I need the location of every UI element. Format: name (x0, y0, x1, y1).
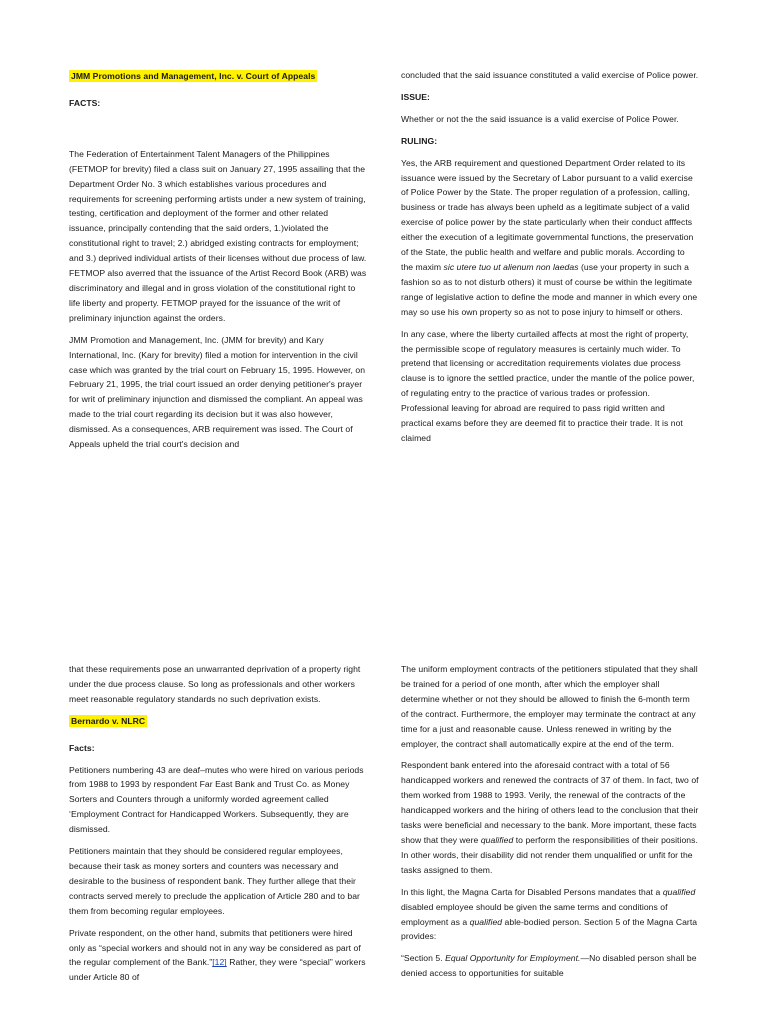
page-2-right-column (401, 662, 699, 988)
bernardo-paragraph-contracts: The uniform employment contracts of the petitioners stipulated that they shall be trained for a period of one month, after which the employer shall determine whether or not they should be allowed to finish the 6-month term of the contract. Furthermore, the employer may terminate the contract at any time for a just and reasonable cause. Unless renewed in writing by the employer, the contract shall automatically expire at the end of the term. (401, 664, 698, 749)
ruling-paragraph: Yes, the ARB requirement and questioned Department Order related to its issuance were issued by the Secretary of Labor pursuant to a valid exercise of Police Power by the State. The proper regulation of a profession, calling, business or trade has always been upheld as a legitimate subject of a valid exercise of police power by the state particularly when their conduct afffects either the execution of a legitimate governmental functions, the preservation of the State, the public health and welfare and public morals. According to the maxim sic utere tuo ut alienum non laedas (use your property in such a fashion so as to not disturb others) it must of course be within the legitimate range of legislative action to define the mode and manner in which every one may so use his own property so as not to pose injury to himself or others. (401, 157, 698, 317)
ruling-heading: RULING: (401, 135, 438, 146)
page-1-left-column (69, 69, 367, 459)
issue-heading: ISSUE: (401, 91, 430, 102)
issue-paragraph: Whether or not the the said issuance is a valid exercise of Police Power. (401, 113, 679, 124)
page-1-right-column (401, 68, 699, 453)
facts-paragraph-1: The Federation of Entertainment Talent Managers of the Philippines (FETMOP for brevity) filed a class suit on January 27, 1995 assailing that the Department Order No. 3 which establishes various procedures and requirements for screening performing artists under a new system of training, testing, certification and deployment of the former and other related issuance, principally contending that the said orders, 1.)violated the constitutional right to travel; 2.) abridged existing contracts for employment; and 3.) deprived individual artists of their licenses without due process of law. FETMOP also averred that the issuance of the Artist Record Book (ARB) was discriminatory and illegal and in gross violation of the constitutional right to life liberty and property. FETMOP prayed for the issuance of the writ of preliminary injunction against the orders. (69, 148, 367, 323)
facts-paragraph-2: JMM Promotion and Management, Inc. (JMM for brevity) and Kary International, Inc. (Kary for brevity) filed a motion for intervention in the civil case which was granted by the trial court on February 15, 1995. However, on February 21, 1995, the trial court issued an order denying petitioner's prayer for writ of preliminary injunction and dismissed the compliant. An appeal was made to the trial court regarding its decision but it was also however, dismissed. As a consequences, ARB requirement was issed. The Court of Appeals upheld the trial court's decision and (69, 334, 366, 450)
ruling-continuation: that these requirements pose an unwarranted deprivation of a property right under the due process clause. So long as professionals and other workers meet reasonable regulatory standards no such deprivation exists. (69, 664, 361, 704)
magna-carta-quote: “Section 5. Equal Opportunity for Employment.—No disabled person shall be denied access to opportunities for suitable (401, 953, 697, 979)
ruling-paragraph-2: In any case, where the liberty curtailed affects at most the right of property, the permissible scope of regulatory measures is certainly much wider. To pretend that licensing or accreditation requirements violates due process clause is to ignore the settled practice, under the mantle of the police power, of regulating entry to the practice of various trades or profession. Professional leaving for abroad are required to pass rigid written and practical exams before they are deemed fit to practice their trade. It is not claimed (401, 328, 695, 443)
facts-continuation: concluded that the said issuance constituted a valid exercise of Police power. (401, 70, 699, 80)
latin-maxim: sic utere tuo ut alienum non laedas (443, 261, 579, 272)
page-2-left-column (69, 662, 367, 992)
facts-heading: FACTS: (69, 97, 101, 108)
bernardo-paragraph-magna-carta: In this light, the Magna Carta for Disabled Persons mandates that a qualified disabled employee should be given the same terms and conditions of employment as a qualified able-bodied person. Section 5 of the Magna Carta provides: (401, 886, 698, 942)
bernardo-facts-paragraph-1: Petitioners numbering 43 are deaf–mutes who were hired on various periods from 1988 to 1993 by respondent Far East Bank and Trust Co. as Money Sorters and Counters through a uniformly worded agreement called ‘Employment Contract for Handicapped Workers. Subsequently, they are dismissed. (69, 764, 364, 835)
footnote-link-12[interactable]: [12] (212, 957, 227, 968)
bernardo-facts-paragraph-3: Private respondent, on the other hand, submits that petitioners were hired only as “special workers and should not in any way be considered as part of the regular complement of the Bank.”[12] Rather, they were “special” workers under Article 80 of (69, 927, 366, 983)
bernardo-paragraph-renewal: Respondent bank entered into the aforesaid contract with a total of 56 handicapped workers and renewed the contracts of 37 of them. In fact, two of them worked from 1988 to 1993. Verily, the renewal of the contracts of the handicapped workers and the hiring of others lead to the conclusion that their tasks were beneficial and necessary to the bank. More important, these facts show that they were qualified to perform the responsibilities of their positions. In other words, their disability did not render them unqualified or unfit for the tasks assigned to them. (401, 760, 699, 875)
case-title-bernardo: Bernardo v. NLRC (71, 715, 146, 726)
page-2 (0, 640, 768, 1024)
case-title-jmm: JMM Promotions and Management, Inc. v. Court of Appeals (71, 71, 316, 81)
bernardo-facts-paragraph-2: Petitioners maintain that they should be considered regular employees, because their task as money sorters and counters was necessary and desirable to the business of respondent bank. They further allege that their contracts served merely to preclude the application of Article 280 and to bar them from becoming regular employees. (69, 846, 360, 916)
bernardo-facts-heading: Facts: (69, 742, 95, 753)
